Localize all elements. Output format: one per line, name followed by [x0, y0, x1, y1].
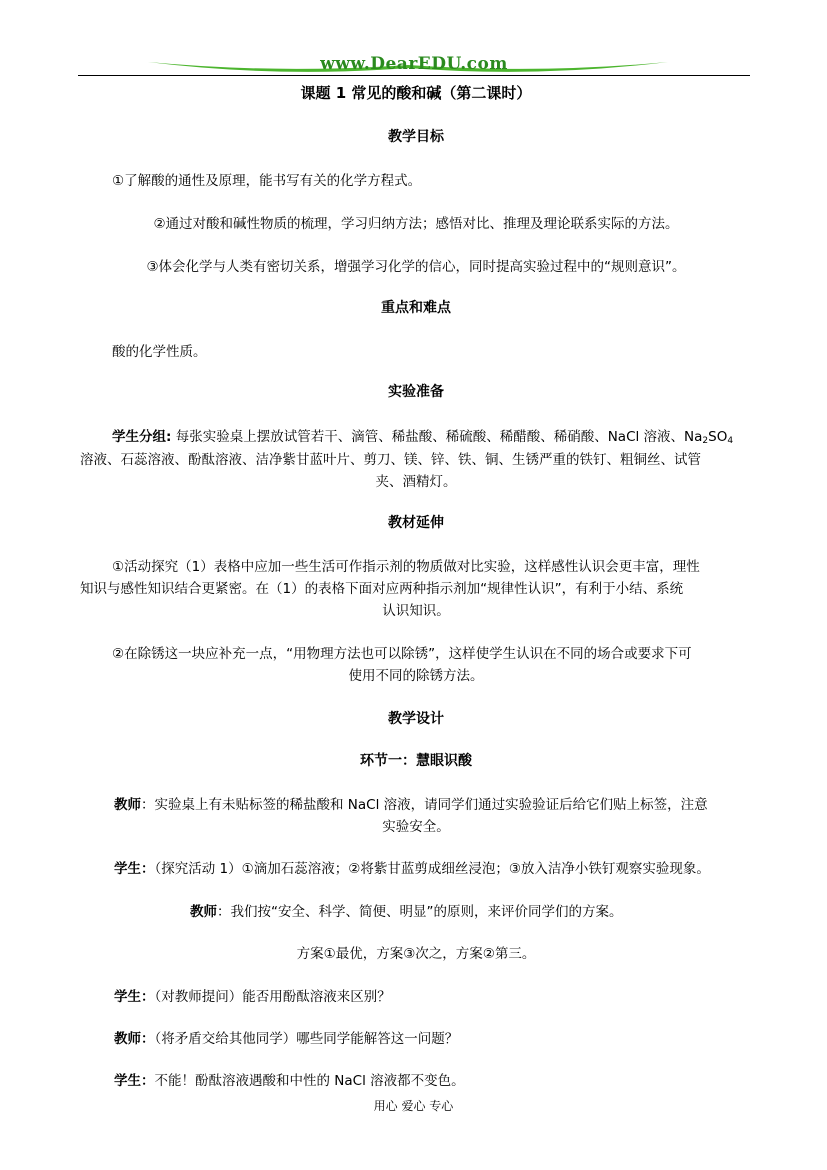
site-logo[interactable]: www.DearEDU.com — [320, 54, 508, 74]
speaker-label: 教师 — [114, 797, 141, 813]
dialogue-line — [114, 1027, 458, 1047]
speaker-label: 学生： — [114, 989, 155, 1005]
objectives-heading: 教学目标 — [388, 129, 444, 145]
prep-heading: 实验准备 — [388, 384, 444, 400]
page-header — [78, 52, 750, 80]
extension-line: 认识知识。 — [382, 603, 450, 619]
design-section: 环节一：慧眼识酸 — [360, 753, 472, 769]
dialogue-line: 实验安全。 — [382, 819, 450, 835]
speaker-label: 学生： — [114, 1073, 155, 1089]
dialogue-text: （探究活动 1）①滴加石蕊溶液；②将紫甘蓝剪成细丝浸泡；③放入洁净小铁钉观察实验现象。 — [154, 861, 710, 877]
dialogue-text: ：我们按“安全、科学、简便、明显”的原则，来评价同学们的方案。 — [217, 904, 623, 920]
dialogue-text: （将矛盾交给其他同学）哪些同学能解答这一问题？ — [154, 1031, 459, 1047]
dialogue-text: （对教师提问）能否用酚酞溶液来区别？ — [154, 989, 391, 1005]
header-rule — [78, 75, 750, 76]
speaker-label: 学生： — [114, 861, 155, 877]
speaker-label: 教师 — [190, 904, 217, 920]
extension-heading: 教材延伸 — [388, 515, 444, 531]
dialogue-line — [114, 857, 710, 877]
prep-text: 每张实验桌上摆放试管若干、滴管、稀盐酸、稀硫酸、稀醋酸、稀硝酸、NaCl 溶液、Na — [171, 429, 703, 445]
page-title: 课题 1 常见的酸和碱（第二课时） — [300, 84, 532, 102]
dialogue-line: 方案①最优，方案③次之，方案②第三。 — [296, 946, 536, 962]
objective-item: ③体会化学与人类有密切关系，增强学习化学的信心，同时提高实验过程中的“规则意识”。 — [146, 259, 686, 275]
dialogue-text: ：实验桌上有未贴标签的稀盐酸和 NaCl 溶液，请同学们通过实验验证后给它们贴上标签，注意 — [141, 797, 708, 813]
prep-text: SO — [708, 429, 728, 445]
prep-subscript: 2 — [702, 436, 709, 446]
prep-line: 夹、酒精灯。 — [375, 474, 457, 490]
extension-line: ②在除锈这一块应补充一点，“用物理方法也可以除锈”，这样使学生认识在不同的场合或要求下可 — [112, 646, 692, 662]
dialogue-line — [114, 793, 708, 813]
dialogue-line — [114, 1069, 465, 1089]
prep-label: 学生分组: — [112, 429, 172, 445]
key-points-text: 酸的化学性质。 — [112, 344, 207, 360]
page-footer: 用心 爱心 专心 — [373, 1099, 454, 1113]
prep-line — [112, 425, 733, 446]
dialogue-text: 不能！酚酞溶液遇酸和中性的 NaCl 溶液都不变色。 — [154, 1073, 465, 1089]
prep-subscript: 4 — [727, 436, 734, 446]
objective-item: ①了解酸的通性及原理，能书写有关的化学方程式。 — [112, 173, 422, 189]
objective-item: ②通过对酸和碱性物质的梳理，学习归纳方法；感悟对比、推理及理论联系实际的方法。 — [153, 216, 679, 232]
dialogue-line — [114, 985, 391, 1005]
extension-line: 使用不同的除锈方法。 — [348, 668, 484, 684]
extension-line: ①活动探究（1）表格中应加一些生活可作指示剂的物质做对比实验，这样感性认识会更丰富，理性 — [112, 559, 700, 575]
speaker-label: 教师： — [114, 1031, 155, 1047]
prep-line: 溶液、石蕊溶液、酚酞溶液、洁净紫甘蓝叶片、剪刀、镁、锌、铁、铜、生锈严重的铁钉、粗铜丝、试管 — [80, 452, 701, 468]
extension-line: 知识与感性知识结合更紧密。在（1）的表格下面对应两种指示剂加“规律性认识”，有利于小结、系统 — [80, 581, 684, 597]
dialogue-line — [190, 900, 623, 920]
design-heading: 教学设计 — [388, 711, 444, 727]
key-points-heading: 重点和难点 — [381, 300, 451, 316]
